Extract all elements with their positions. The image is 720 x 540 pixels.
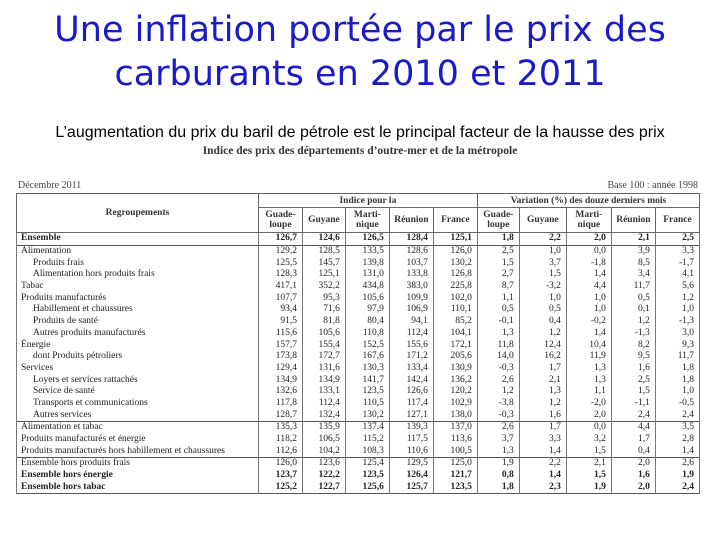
- row-label: Service de santé: [17, 386, 259, 398]
- variation-cell: 1,7: [519, 422, 566, 434]
- variation-cell: -3,8: [477, 398, 519, 410]
- variation-cell: 0,5: [611, 292, 655, 304]
- variation-cell: -2,0: [566, 398, 611, 410]
- variation-cell: 3,3: [519, 434, 566, 446]
- variation-cell: 3,2: [566, 434, 611, 446]
- slide-subtitle: L’augmentation du prix du baril de pétrole est le principal facteur de la hausse des prix: [55, 124, 665, 141]
- variation-cell: 14,0: [477, 351, 519, 363]
- index-cell: 120,2: [433, 386, 477, 398]
- index-cell: 155,6: [389, 339, 433, 351]
- index-cell: 133,5: [345, 245, 389, 257]
- variation-cell: 0,5: [477, 304, 519, 316]
- table-body: [17, 233, 700, 494]
- variation-cell: 1,9: [655, 470, 699, 482]
- index-cell: 112,6: [258, 445, 302, 457]
- index-cell: 139,3: [389, 422, 433, 434]
- index-cell: 94,1: [389, 316, 433, 328]
- index-cell: 110,5: [345, 398, 389, 410]
- index-cell: 138,0: [433, 409, 477, 421]
- slide-title: [0, 8, 720, 96]
- variation-cell: 10,4: [566, 339, 611, 351]
- table-row: [17, 269, 700, 281]
- table-row: [17, 445, 700, 457]
- row-label: Produits frais: [17, 257, 259, 269]
- variation-cell: 1,8: [655, 363, 699, 375]
- variation-cell: 4,4: [566, 281, 611, 293]
- index-cell: 130,3: [345, 363, 389, 375]
- header-col-reunion-variation: Réunion: [611, 208, 655, 233]
- index-cell: 129,2: [258, 245, 302, 257]
- index-cell: 109,9: [389, 292, 433, 304]
- table-row: [17, 304, 700, 316]
- index-cell: 125,1: [302, 269, 345, 281]
- index-cell: 141,7: [345, 374, 389, 386]
- index-cell: 122,7: [302, 481, 345, 493]
- index-cell: 125,7: [389, 481, 433, 493]
- variation-cell: -1,3: [611, 328, 655, 340]
- index-cell: 93,4: [258, 304, 302, 316]
- header-col-guadeloupe-index: Guade-loupe: [258, 208, 302, 233]
- variation-cell: -1,7: [655, 257, 699, 269]
- row-label: Produits de santé: [17, 316, 259, 328]
- index-cell: 126,4: [389, 470, 433, 482]
- row-label: Alimentation hors produits frais: [17, 269, 259, 281]
- index-cell: 125,5: [258, 257, 302, 269]
- row-label: Ensemble hors produits frais: [17, 458, 259, 470]
- variation-cell: -0,3: [477, 409, 519, 421]
- slide-title-line-2: carburants en 2010 et 2011: [114, 54, 606, 94]
- index-cell: 130,2: [345, 409, 389, 421]
- row-label: Produits manufacturés: [17, 292, 259, 304]
- variation-cell: 1,4: [566, 328, 611, 340]
- index-cell: 130,2: [433, 257, 477, 269]
- header-variation-group: Variation (%) des douze derniers mois: [477, 194, 699, 208]
- index-cell: 126,7: [258, 233, 302, 246]
- variation-cell: 1,2: [519, 328, 566, 340]
- index-cell: 104,2: [302, 445, 345, 457]
- index-cell: 383,0: [389, 281, 433, 293]
- variation-cell: 4,4: [611, 422, 655, 434]
- variation-cell: 3,3: [655, 245, 699, 257]
- header-col-guyane-index: Guyane: [302, 208, 345, 233]
- index-cell: 91,5: [258, 316, 302, 328]
- index-cell: 123,5: [433, 481, 477, 493]
- header-index-group: Indice pour la: [258, 194, 477, 208]
- index-cell: 117,5: [389, 434, 433, 446]
- variation-cell: 11,7: [611, 281, 655, 293]
- table-row: [17, 470, 700, 482]
- variation-cell: 2,8: [655, 434, 699, 446]
- index-cell: 129,4: [258, 363, 302, 375]
- index-cell: 113,6: [433, 434, 477, 446]
- row-label: Énergie: [17, 339, 259, 351]
- index-cell: 135,3: [258, 422, 302, 434]
- variation-cell: 1,7: [519, 363, 566, 375]
- index-cell: 103,7: [389, 257, 433, 269]
- variation-cell: 1,0: [519, 245, 566, 257]
- variation-cell: 2,3: [519, 481, 566, 493]
- index-cell: 125,1: [433, 233, 477, 246]
- slide-title-line-1: Une inflation portée par le prix des: [54, 10, 666, 50]
- row-label: Habillement et chaussures: [17, 304, 259, 316]
- variation-cell: 1,2: [477, 386, 519, 398]
- index-cell: 128,5: [302, 245, 345, 257]
- variation-cell: 3,7: [477, 434, 519, 446]
- header-col-reunion-index: Réunion: [389, 208, 433, 233]
- index-cell: 155,4: [302, 339, 345, 351]
- header-col-guadeloupe-variation: Guade-loupe: [477, 208, 519, 233]
- index-cell: 134,9: [302, 374, 345, 386]
- index-cell: 112,4: [389, 328, 433, 340]
- table-row: [17, 458, 700, 470]
- variation-cell: 2,6: [477, 374, 519, 386]
- index-cell: 126,0: [258, 458, 302, 470]
- index-cell: 125,2: [258, 481, 302, 493]
- variation-cell: 2,6: [655, 458, 699, 470]
- table-row: [17, 434, 700, 446]
- variation-cell: 2,7: [477, 269, 519, 281]
- index-cell: 126,6: [389, 386, 433, 398]
- table-header-row-groups: [17, 194, 700, 208]
- variation-cell: -0,2: [566, 316, 611, 328]
- variation-cell: 1,0: [566, 304, 611, 316]
- variation-cell: 11,8: [477, 339, 519, 351]
- index-cell: 352,2: [302, 281, 345, 293]
- row-label: Loyers et services rattachés: [17, 374, 259, 386]
- index-cell: 128,6: [389, 245, 433, 257]
- index-cell: 136,2: [433, 374, 477, 386]
- table-row: [17, 281, 700, 293]
- index-cell: 107,7: [258, 292, 302, 304]
- variation-cell: 2,1: [611, 233, 655, 246]
- variation-cell: 1,8: [655, 374, 699, 386]
- variation-cell: 2,1: [519, 374, 566, 386]
- index-cell: 106,5: [302, 434, 345, 446]
- variation-cell: 2,0: [611, 481, 655, 493]
- variation-cell: -0,3: [477, 363, 519, 375]
- variation-cell: 1,8: [477, 481, 519, 493]
- variation-cell: 2,1: [566, 458, 611, 470]
- variation-cell: 0,4: [519, 316, 566, 328]
- row-label: Autres services: [17, 409, 259, 421]
- table-row: [17, 386, 700, 398]
- index-cell: 152,5: [345, 339, 389, 351]
- index-cell: 130,9: [433, 363, 477, 375]
- variation-cell: 11,9: [566, 351, 611, 363]
- variation-cell: 2,0: [611, 458, 655, 470]
- variation-cell: 1,1: [566, 386, 611, 398]
- variation-cell: 2,4: [655, 409, 699, 421]
- index-cell: 105,6: [345, 292, 389, 304]
- index-cell: 102,9: [433, 398, 477, 410]
- price-index-table: [16, 193, 700, 494]
- index-cell: 172,1: [433, 339, 477, 351]
- table-row: [17, 398, 700, 410]
- header-regroupements: Regroupements: [17, 194, 259, 233]
- variation-cell: 3,5: [655, 422, 699, 434]
- variation-cell: 1,2: [655, 292, 699, 304]
- variation-cell: 1,2: [611, 316, 655, 328]
- index-cell: 85,2: [433, 316, 477, 328]
- row-label: Produits manufacturés hors habillement et chaussures: [17, 445, 259, 457]
- table-row: [17, 363, 700, 375]
- variation-cell: 2,5: [477, 245, 519, 257]
- variation-cell: 3,0: [655, 328, 699, 340]
- variation-cell: 2,4: [655, 481, 699, 493]
- index-cell: 127,1: [389, 409, 433, 421]
- variation-cell: 1,5: [566, 470, 611, 482]
- index-cell: 123,7: [258, 470, 302, 482]
- index-cell: 133,8: [389, 269, 433, 281]
- index-cell: 112,4: [302, 398, 345, 410]
- index-cell: 434,8: [345, 281, 389, 293]
- table-row: [17, 339, 700, 351]
- index-cell: 205,6: [433, 351, 477, 363]
- variation-cell: 1,6: [519, 409, 566, 421]
- index-cell: 124,6: [302, 233, 345, 246]
- variation-cell: -1,1: [611, 398, 655, 410]
- index-cell: 110,1: [433, 304, 477, 316]
- index-cell: 126,0: [433, 245, 477, 257]
- index-cell: 225,8: [433, 281, 477, 293]
- variation-cell: 1,3: [519, 386, 566, 398]
- index-cell: 125,4: [345, 458, 389, 470]
- index-cell: 97,9: [345, 304, 389, 316]
- variation-cell: 8,5: [611, 257, 655, 269]
- variation-cell: 16,2: [519, 351, 566, 363]
- index-cell: 167,6: [345, 351, 389, 363]
- table-row: [17, 245, 700, 257]
- row-label: Transports et communications: [17, 398, 259, 410]
- variation-cell: 11,7: [655, 351, 699, 363]
- variation-cell: 2,5: [655, 233, 699, 246]
- index-cell: 100,5: [433, 445, 477, 457]
- header-col-france-index: France: [433, 208, 477, 233]
- index-cell: 115,6: [258, 328, 302, 340]
- index-cell: 123,6: [302, 458, 345, 470]
- index-cell: 133,1: [302, 386, 345, 398]
- table-row: [17, 328, 700, 340]
- variation-cell: 0,8: [477, 470, 519, 482]
- index-cell: 106,9: [389, 304, 433, 316]
- header-col-france-variation: France: [655, 208, 699, 233]
- variation-cell: -0,1: [477, 316, 519, 328]
- index-cell: 125,0: [433, 458, 477, 470]
- row-label: Produits manufacturés et énergie: [17, 434, 259, 446]
- index-cell: 417,1: [258, 281, 302, 293]
- variation-cell: 1,0: [519, 292, 566, 304]
- variation-cell: 3,9: [611, 245, 655, 257]
- table-row: [17, 292, 700, 304]
- index-cell: 137,4: [345, 422, 389, 434]
- variation-cell: 9,5: [611, 351, 655, 363]
- variation-cell: 1,5: [566, 445, 611, 457]
- index-cell: 171,2: [389, 351, 433, 363]
- index-cell: 122,2: [302, 470, 345, 482]
- header-col-guyane-variation: Guyane: [519, 208, 566, 233]
- variation-cell: 2,2: [519, 458, 566, 470]
- variation-cell: 1,6: [611, 470, 655, 482]
- header-col-martinique-variation: Marti-nique: [566, 208, 611, 233]
- index-cell: 125,6: [345, 481, 389, 493]
- variation-cell: 1,3: [477, 328, 519, 340]
- variation-cell: 2,0: [566, 233, 611, 246]
- index-cell: 123,5: [345, 470, 389, 482]
- table-row: [17, 316, 700, 328]
- variation-cell: 0,5: [519, 304, 566, 316]
- variation-cell: -0,5: [655, 398, 699, 410]
- variation-cell: 0,0: [566, 245, 611, 257]
- index-cell: 80,4: [345, 316, 389, 328]
- index-cell: 134,9: [258, 374, 302, 386]
- index-cell: 131,6: [302, 363, 345, 375]
- variation-cell: 2,2: [519, 233, 566, 246]
- index-cell: 121,7: [433, 470, 477, 482]
- variation-cell: 1,5: [519, 269, 566, 281]
- variation-cell: 1,0: [566, 292, 611, 304]
- variation-cell: -1,8: [566, 257, 611, 269]
- index-cell: 137,0: [433, 422, 477, 434]
- variation-cell: 1,1: [477, 292, 519, 304]
- table-row: [17, 233, 700, 246]
- variation-cell: 1,8: [477, 233, 519, 246]
- row-label: Ensemble hors tabac: [17, 481, 259, 493]
- row-label: Alimentation et tabac: [17, 422, 259, 434]
- row-label: Tabac: [17, 281, 259, 293]
- index-cell: 105,6: [302, 328, 345, 340]
- variation-cell: 1,7: [611, 434, 655, 446]
- index-cell: 157,7: [258, 339, 302, 351]
- variation-cell: 1,4: [519, 445, 566, 457]
- index-cell: 115,2: [345, 434, 389, 446]
- table-title: Indice des prix des départements d’outre-mer et de la métropole: [202, 145, 518, 157]
- variation-cell: 2,0: [566, 409, 611, 421]
- variation-cell: 3,7: [519, 257, 566, 269]
- variation-cell: 1,0: [655, 386, 699, 398]
- index-cell: 173,8: [258, 351, 302, 363]
- index-cell: 128,4: [389, 233, 433, 246]
- index-cell: 129,5: [389, 458, 433, 470]
- index-cell: 71,6: [302, 304, 345, 316]
- index-cell: 81,8: [302, 316, 345, 328]
- index-cell: 135,9: [302, 422, 345, 434]
- table-row: [17, 374, 700, 386]
- variation-cell: -3,2: [519, 281, 566, 293]
- index-cell: 139,8: [345, 257, 389, 269]
- variation-cell: 2,5: [611, 374, 655, 386]
- variation-cell: 1,5: [477, 257, 519, 269]
- index-cell: 128,7: [258, 409, 302, 421]
- variation-cell: 8,7: [477, 281, 519, 293]
- variation-cell: 1,5: [611, 386, 655, 398]
- index-cell: 110,8: [345, 328, 389, 340]
- variation-cell: 12,4: [519, 339, 566, 351]
- row-label: Alimentation: [17, 245, 259, 257]
- table-row: [17, 351, 700, 363]
- row-label: dont Produits pétroliers: [17, 351, 259, 363]
- table-period: Décembre 2011: [18, 180, 82, 191]
- index-cell: 117,4: [389, 398, 433, 410]
- variation-cell: 5,6: [655, 281, 699, 293]
- variation-cell: 9,3: [655, 339, 699, 351]
- variation-cell: 3,4: [611, 269, 655, 281]
- row-label: Autres produits manufacturés: [17, 328, 259, 340]
- variation-cell: 1,9: [477, 458, 519, 470]
- index-cell: 126,5: [345, 233, 389, 246]
- variation-cell: 2,4: [611, 409, 655, 421]
- variation-cell: 1,2: [519, 398, 566, 410]
- index-cell: 133,4: [389, 363, 433, 375]
- index-cell: 123,5: [345, 386, 389, 398]
- variation-cell: 1,6: [611, 363, 655, 375]
- variation-cell: 8,2: [611, 339, 655, 351]
- index-cell: 117,8: [258, 398, 302, 410]
- variation-cell: 1,4: [566, 269, 611, 281]
- table-row: [17, 409, 700, 421]
- index-cell: 110,6: [389, 445, 433, 457]
- index-cell: 128,3: [258, 269, 302, 281]
- row-label: Ensemble: [17, 233, 259, 246]
- index-cell: 172,7: [302, 351, 345, 363]
- index-cell: 104,1: [433, 328, 477, 340]
- variation-cell: 1,0: [655, 304, 699, 316]
- index-cell: 145,7: [302, 257, 345, 269]
- variation-cell: -1,3: [655, 316, 699, 328]
- index-cell: 131,0: [345, 269, 389, 281]
- table-row: [17, 481, 700, 493]
- variation-cell: 1,3: [566, 374, 611, 386]
- index-cell: 126,8: [433, 269, 477, 281]
- header-col-martinique-index: Marti-nique: [345, 208, 389, 233]
- index-cell: 102,0: [433, 292, 477, 304]
- variation-cell: 2,6: [477, 422, 519, 434]
- variation-cell: 4,1: [655, 269, 699, 281]
- variation-cell: 1,9: [566, 481, 611, 493]
- table-row: [17, 422, 700, 434]
- table-base: Base 100 : année 1998: [607, 180, 698, 191]
- index-cell: 132,6: [258, 386, 302, 398]
- variation-cell: 1,3: [566, 363, 611, 375]
- index-cell: 118,2: [258, 434, 302, 446]
- table-row: [17, 257, 700, 269]
- variation-cell: 0,4: [611, 445, 655, 457]
- variation-cell: 1,3: [477, 445, 519, 457]
- index-cell: 95,3: [302, 292, 345, 304]
- variation-cell: 1,4: [655, 445, 699, 457]
- index-cell: 132,4: [302, 409, 345, 421]
- variation-cell: 0,1: [611, 304, 655, 316]
- index-cell: 142,4: [389, 374, 433, 386]
- variation-cell: 0,0: [566, 422, 611, 434]
- variation-cell: 1,4: [519, 470, 566, 482]
- row-label: Services: [17, 363, 259, 375]
- row-label: Ensemble hors énergie: [17, 470, 259, 482]
- index-cell: 108,3: [345, 445, 389, 457]
